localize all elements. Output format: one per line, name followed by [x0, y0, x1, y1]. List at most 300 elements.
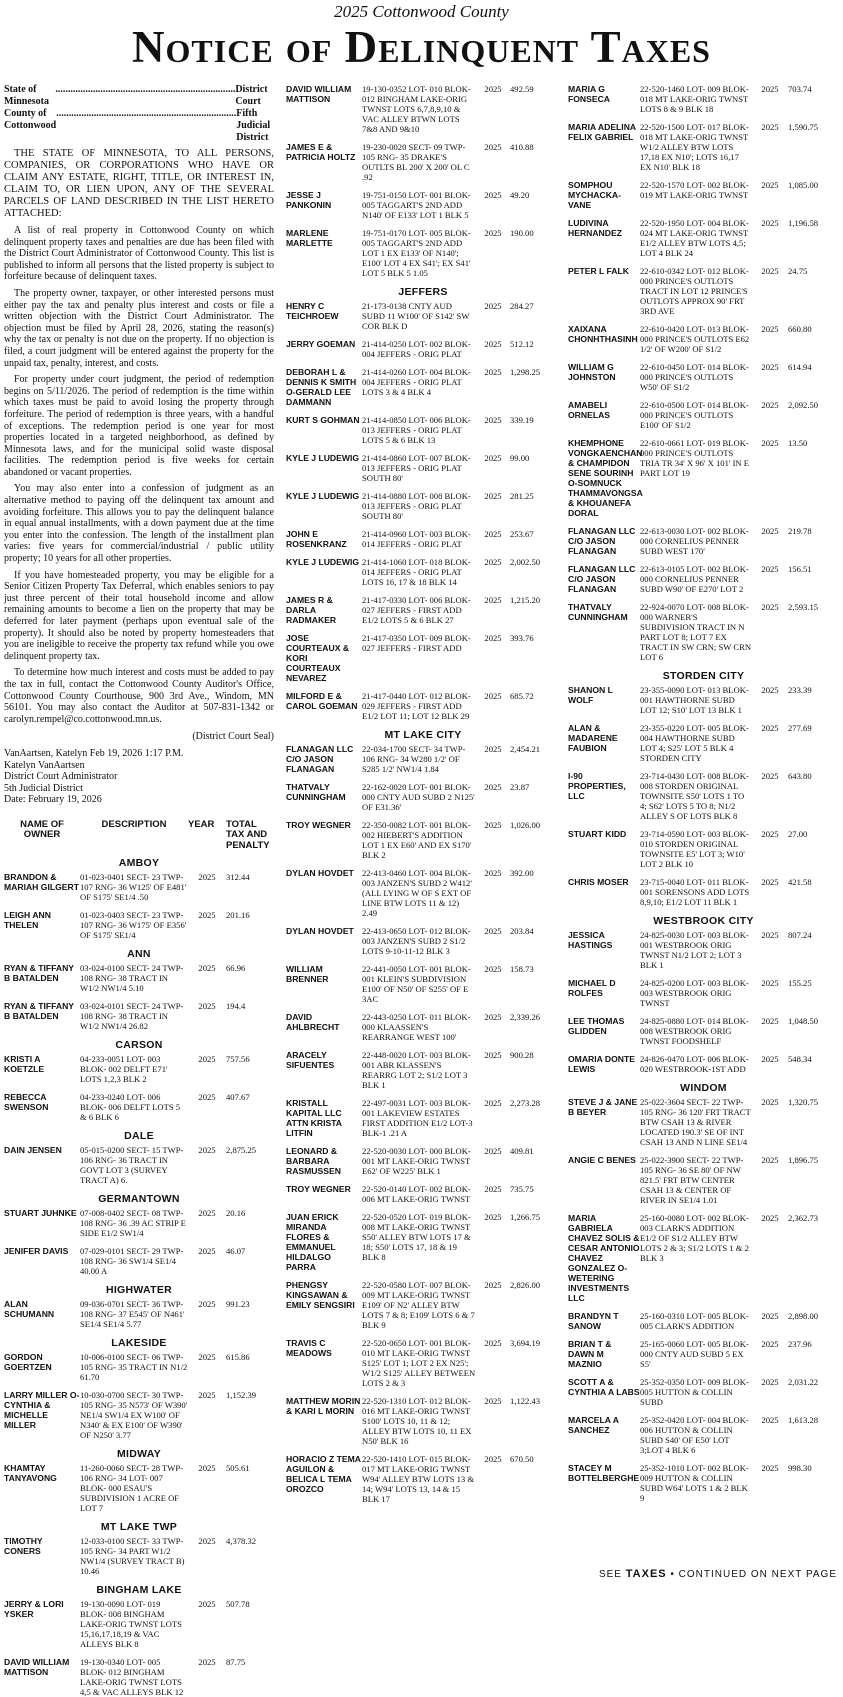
- column-2: [286, 84, 560, 1562]
- tax-year: 2025: [484, 84, 502, 94]
- owner-name: STUART JUHNKE: [4, 1208, 77, 1219]
- parcel-row: [286, 1050, 560, 1090]
- owner-name: KHAMTAY TANYAVONG: [4, 1463, 57, 1484]
- tax-year: 2025: [761, 771, 779, 781]
- parcel-row: [568, 526, 839, 556]
- parcel-row: [4, 1352, 274, 1382]
- tax-year: 2025: [761, 218, 779, 228]
- tax-year: 2025: [484, 301, 502, 311]
- tax-year: 2025: [198, 1352, 216, 1363]
- town-heading: ANN: [127, 948, 151, 961]
- tax-year: 2025: [761, 84, 779, 94]
- parcel-description: 22-610-0450 LOT- 014 BLOK- 000 PRINCE'S OUTLOTS W50' OF S1/2: [640, 362, 749, 392]
- parcel-row: [568, 84, 839, 114]
- total-amount: 421.58: [788, 877, 812, 887]
- parcel-row: [4, 1463, 274, 1513]
- intro-paragraph: To determine how much interest and costs must be added to pay the tax in full, contact the Cottonwood County Auditor's Office, Cottonwood County Courthouse, 900 3rd Ave., Windom, MN 56101. You may also contact the Auditor at 507-831-1342 or carolyn.rempel@co.cottonwood.mn.us.: [4, 667, 274, 725]
- parcel-description: 10-030-0700 SECT- 30 TWP- 105 RNG- 35 N573' OF W390' NE1/4 SW1/4 EX W100' OF N340' & EX E100' OF W390' OF N250' 3.77: [80, 1390, 188, 1441]
- parcel-description: 10-006-0100 SECT- 06 TWP- 105 RNG- 35 TRACT IN N1/2 61.70: [80, 1352, 188, 1383]
- tax-year: 2025: [484, 1454, 502, 1464]
- total-amount: 615.86: [226, 1352, 250, 1363]
- total-amount: 4,378.32: [226, 1536, 257, 1547]
- notice-title: Notice of Delinquent Taxes: [132, 22, 711, 72]
- tax-year: 2025: [761, 1016, 779, 1026]
- parcel-row: [568, 1415, 839, 1455]
- column-1: [4, 84, 274, 1697]
- parcel-row: [286, 557, 560, 587]
- tax-year: 2025: [484, 926, 502, 936]
- parcel-row: [286, 782, 560, 812]
- total-amount: 1,048.50: [788, 1016, 819, 1026]
- parcel-description: 19-130-0090 LOT- 019 BLOK- 008 BINGHAM LAKE-ORIG TWNST LOTS 15,16,17,18,19 & VAC ALLEYS BLK 8: [80, 1599, 182, 1650]
- parcel-row: [568, 723, 839, 763]
- parcel-description: 22-413-0460 LOT- 004 BLOK- 003 JANZEN'S SUBD 2 W412' (ALL LYING W OF S EXT OF LINE BTW LOTS 11 & 12) 2.49: [362, 868, 472, 918]
- parcel-row: [568, 1463, 839, 1503]
- parcel-description: 22-413-0650 LOT- 012 BLOK- 003 JANZEN'S SUBD 2 S1/2 LOTS 9-10-11-12 BLK 3: [362, 926, 471, 956]
- total-amount: 87.75: [226, 1657, 246, 1668]
- total-amount: 99.00: [510, 453, 530, 463]
- parcel-list: [4, 857, 274, 1697]
- parcel-row: [286, 1280, 560, 1330]
- parcel-row: [286, 595, 560, 625]
- total-amount: 219.78: [788, 526, 812, 536]
- town-heading: AMBOY: [118, 857, 160, 870]
- owner-name: KYLE J LUDEWIG: [286, 453, 360, 463]
- parcel-row: [286, 339, 560, 359]
- parcel-row: [286, 1454, 560, 1504]
- total-amount: 2,826.00: [510, 1280, 541, 1290]
- town-heading: BINGHAM LAKE: [96, 1584, 182, 1597]
- parcel-row: [286, 1012, 560, 1042]
- total-amount: 194.4: [226, 1001, 246, 1012]
- total-amount: 1,590.75: [788, 122, 819, 132]
- parcel-row: [4, 1001, 274, 1031]
- total-amount: 2,273.28: [510, 1098, 541, 1108]
- owner-name: DAIN JENSEN: [4, 1145, 62, 1156]
- parcel-description: 24-826-0470 LOT- 006 BLOK- 020 WESTBROOK-1ST ADD: [640, 1054, 749, 1074]
- owner-name: LEIGH ANN THELEN: [4, 910, 51, 931]
- parcel-description: 22-497-0031 LOT- 003 BLOK- 001 LAKEVIEW ESTATES FIRST ADDITION E1/2 LOT-3 BLK-1 .21 A: [362, 1098, 473, 1138]
- parcel-description: 22-520-1460 LOT- 009 BLOK- 018 MT LAKE-ORIG TWNST LOTS 8 & 9 BLK 18: [640, 84, 749, 114]
- owner-name: SHANON L WOLF: [568, 685, 613, 705]
- tax-year: 2025: [761, 266, 779, 276]
- owner-name: JESSE J PANKONIN: [286, 190, 332, 210]
- parcel-description: 23-714-0430 LOT- 008 BLOK- 008 STORDEN ORIGINAL TOWNSITE S50' LOTS 1 TO 4; S62' LOTS 5 TO 8; N1/2 ALLEY S OF LOTS BLK 8: [640, 771, 749, 821]
- parcel-description: 22-520-0520 LOT- 019 BLOK- 008 MT LAKE-ORIG TWNST S50' ALLEY BTW LOTS 17 & 18; S50' LOTS 17, 18 & 19 BLK 8: [362, 1212, 471, 1262]
- town-heading: WINDOM: [680, 1082, 727, 1094]
- total-amount: 392.00: [510, 868, 534, 878]
- tax-year: 2025: [484, 529, 502, 539]
- owner-name: ANGIE C BENES: [568, 1155, 636, 1165]
- tax-year: 2025: [484, 1396, 502, 1406]
- tax-year: 2025: [761, 1311, 779, 1321]
- parcel-description: 21-414-0850 LOT- 006 BLOK- 013 JEFFERS - ORIG PLAT LOTS 5 & 6 BLK 13: [362, 415, 471, 445]
- total-amount: 20.16: [226, 1208, 246, 1219]
- parcel-description: 07-008-0402 SECT- 08 TWP- 108 RNG- 36 .39 AC STRIP E SIDE E1/2 SW1/4: [80, 1208, 186, 1239]
- total-amount: 2,362.73: [788, 1213, 819, 1223]
- signature-line: VanAartsen, Katelyn Feb 19, 2026 1:17 P.M.: [4, 748, 184, 760]
- total-amount: 2,092.50: [788, 400, 819, 410]
- total-amount: 281.25: [510, 491, 534, 501]
- parcel-row: [4, 910, 274, 940]
- county-right: Fifth Judicial District: [236, 108, 271, 143]
- owner-name: LEONARD & BARBARA RASMUSSEN: [286, 1146, 341, 1176]
- tax-year: 2025: [761, 723, 779, 733]
- parcel-row: [4, 1208, 274, 1238]
- owner-name: DYLAN HOVDET: [286, 868, 354, 878]
- parcel-description: 22-520-1570 LOT- 002 BLOK- 019 MT LAKE-ORIG TWNST: [640, 180, 749, 200]
- parcel-row: [286, 142, 560, 182]
- owner-name: CHRIS MOSER: [568, 877, 629, 887]
- tax-year: 2025: [484, 820, 502, 830]
- tax-year: 2025: [484, 1146, 502, 1156]
- owner-name: JERRY GOEMAN: [286, 339, 356, 349]
- tax-year: 2025: [484, 1184, 502, 1194]
- tax-year: 2025: [198, 872, 216, 883]
- total-amount: 548.34: [788, 1054, 812, 1064]
- parcel-description: 22-610-0661 LOT- 019 BLOK- 000 PRINCE'S OUTLOTS TRIA TR 34' X 96' X 101' IN E PART LOT 19: [640, 438, 750, 478]
- tax-year: 2025: [761, 829, 779, 839]
- parcel-row: [568, 180, 839, 210]
- parcel-description: 24-825-0030 LOT- 003 BLOK- 001 WESTBROOK ORIG TWNST N1/2 LOT 2; LOT 3 BLK 1: [640, 930, 749, 970]
- parcel-description: 23-714-0590 LOT- 003 BLOK- 010 STORDEN ORIGINAL TOWNSITE E5' LOT 3; W10' LOT 2 BLK 10: [640, 829, 749, 869]
- total-amount: 998.30: [788, 1463, 812, 1473]
- total-amount: 253.67: [510, 529, 534, 539]
- owner-name: TRAVIS C MEADOWS: [286, 1338, 332, 1358]
- owner-name: WILLIAM G JOHNSTON: [568, 362, 616, 382]
- parcel-row: [568, 1311, 839, 1331]
- parcel-description: 22-520-0030 LOT- 000 BLOK- 001 MT LAKE-ORIG TWNST E62' OF W225' BLK 1: [362, 1146, 471, 1176]
- total-amount: 1,896.75: [788, 1155, 819, 1165]
- owner-name: FLANAGAN LLC C/O JASON FLANAGAN: [286, 744, 354, 774]
- tax-year: 2025: [761, 1155, 779, 1165]
- total-amount: 2,875.25: [226, 1145, 257, 1156]
- intro-paragraph: For property under court judgment, the period of redemption begins on 5/11/2026. The period of redemption is the time within which taxes must be paid to avoid losing the property through forfeiture. The period of redemption is three years, with a handful of exceptions. The redemption period is one year for most properties located in a targeted neighborhood, as defined by Minnesota laws, and for the municipal solid waste disposal facilities. The redemption period is five weeks for certain abandoned or vacant properties.: [4, 374, 274, 478]
- town-heading: STORDEN CITY: [662, 670, 745, 682]
- total-amount: 703.74: [788, 84, 812, 94]
- owner-name: THATVALY CUNNINGHAM: [568, 602, 628, 622]
- owner-name: MARIA ADELINA FELIX GABRIEL: [568, 122, 636, 142]
- header-description: DESCRIPTION: [101, 818, 167, 830]
- total-amount: 643.80: [788, 771, 812, 781]
- owner-name: REBECCA SWENSON: [4, 1092, 49, 1113]
- tax-year: 2025: [761, 400, 779, 410]
- parcel-row: [286, 529, 560, 549]
- intro-paragraph: You may also enter into a confession of judgment as an alternative method to paying off the delinquent tax amount and avoiding forfeiture. This allows you to pay the delinquent balance in equal annual installments, with a down payment due at the time you enter into the confession. The length of the installment plan varies: five years for commercial/industrial / public utility property; 10 years for all other properties.: [4, 483, 274, 565]
- total-amount: 1,026.00: [510, 820, 541, 830]
- tax-year: 2025: [761, 685, 779, 695]
- total-amount: 339.19: [510, 415, 534, 425]
- parcel-row: [568, 438, 839, 518]
- tax-year: 2025: [484, 691, 502, 701]
- town-heading: JEFFERS: [398, 286, 448, 298]
- owner-name: GORDON GOERTZEN: [4, 1352, 52, 1373]
- owner-name: TIMOTHY CONERS: [4, 1536, 43, 1557]
- total-amount: 2,454.21: [510, 744, 541, 754]
- tax-year: 2025: [198, 1463, 216, 1474]
- parcel-row: [286, 1212, 560, 1272]
- parcel-description: 21-414-0250 LOT- 002 BLOK- 004 JEFFERS - ORIG PLAT: [362, 339, 471, 359]
- tax-year: 2025: [484, 228, 502, 238]
- total-amount: 505.61: [226, 1463, 250, 1474]
- owner-name: JAMES E & PATRICIA HOLTZ: [286, 142, 356, 162]
- signature-line: Katelyn VanAartsen: [4, 759, 85, 771]
- parcel-row: [568, 685, 839, 715]
- total-amount: 13.50: [788, 438, 808, 448]
- town-heading: GERMANTOWN: [98, 1193, 180, 1206]
- parcel-description: 04-233-0051 LOT- 003 BLOK- 002 DELFT E71' LOTS 1,2,3 BLK 2: [80, 1054, 168, 1085]
- intro-paragraph: If you have homesteaded property, you may be eligible for a Senior Citizen Property Tax Deferral, which enables seniors to pay just three percent of their total household income and allow remaining amounts to become a lien on the property that may be deferred for later payment (perhaps upon eventual sale of the property). It should also be noted by property homesteaders that you are ineligible to receive the property tax refund while you owe delinquent property tax.: [4, 569, 274, 662]
- parcel-description: 09-036-0701 SECT- 36 TWP- 108 RNG- 37 E545' OF N461' SE1/4 SE1/4 5.77: [80, 1299, 185, 1330]
- owner-name: LEE THOMAS GLIDDEN: [568, 1016, 625, 1036]
- parcel-row: [286, 744, 560, 774]
- parcel-description: 12-033-0100 SECT- 33 TWP- 105 RNG- 34 PART W1/2 NW1/4 (SURVEY TRACT B) 10.46: [80, 1536, 185, 1577]
- parcel-row: [568, 1213, 839, 1303]
- total-amount: 410.88: [510, 142, 534, 152]
- parcel-description: 19-230-0020 SECT- 09 TWP- 105 RNG- 35 DRAKE'S OUTLTS BL 200' X 200' OL C .92: [362, 142, 470, 182]
- parcel-description: 19-130-0352 LOT- 010 BLOK- 012 BINGHAM LAKE-ORIG TWNST LOTS 6,7,8,9,10 & VAC ALLEY BTWN LOTS 7&8 AND 9&10: [362, 84, 471, 134]
- town-heading: MIDWAY: [117, 1448, 161, 1461]
- parcel-description: 19-751-0150 LOT- 001 BLOK- 005 TAGGART'S 2ND ADD N140' OF E133' LOT 1 BLK 5: [362, 190, 471, 220]
- tax-year: 2025: [198, 1536, 216, 1547]
- state-label: State of Minnesota: [4, 84, 49, 107]
- parcel-row: [286, 1098, 560, 1138]
- total-amount: 685.72: [510, 691, 534, 701]
- parcel-description: 22-441-0050 LOT- 001 BLOK- 001 KLEIN'S SUBDIVISION E100' OF N50' OF S255' OF E 3AC: [362, 964, 471, 1004]
- owner-name: I-90 PROPERTIES, LLC: [568, 771, 626, 801]
- total-amount: 409.81: [510, 1146, 534, 1156]
- total-amount: 393.76: [510, 633, 534, 643]
- owner-name: BRANDON & MARIAH GILGERT: [4, 872, 79, 893]
- total-amount: 49.20: [510, 190, 530, 200]
- tax-year: 2025: [198, 1657, 216, 1668]
- total-amount: 24.75: [788, 266, 808, 276]
- tax-year: 2025: [761, 1213, 779, 1223]
- total-amount: 203.84: [510, 926, 534, 936]
- tax-year: 2025: [484, 142, 502, 152]
- parcel-row: [568, 829, 839, 869]
- tax-year: 2025: [484, 633, 502, 643]
- masthead: [0, 0, 843, 72]
- parcel-row: [286, 1146, 560, 1176]
- total-amount: 312.44: [226, 872, 250, 883]
- header-owner: NAME OF OWNER: [20, 818, 64, 841]
- parcel-description: 21-414-1060 LOT- 018 BLOK- 014 JEFFERS - ORIG PLAT LOTS 16, 17 & 18 BLK 14: [362, 557, 471, 587]
- total-amount: 46.07: [226, 1246, 246, 1257]
- tax-year: 2025: [198, 1299, 216, 1310]
- parcel-row: [568, 1016, 839, 1046]
- owner-name: KRISTALL KAPITAL LLC ATTN KRISTA LITFIN: [286, 1098, 342, 1138]
- tax-year: 2025: [761, 1463, 779, 1473]
- parcel-row: [568, 218, 839, 258]
- tax-year: 2025: [761, 362, 779, 372]
- parcel-description: 19-130-0340 LOT- 005 BLOK- 012 BINGHAM LAKE-ORIG TWNST LOTS 4,5 & VAC ALLEYS BLK 12: [80, 1657, 184, 1697]
- tax-year: 2025: [484, 868, 502, 878]
- owner-name: PETER L FALK: [568, 266, 629, 276]
- town-heading: MT LAKE TWP: [100, 1521, 178, 1534]
- parcel-description: 22-613-0105 LOT- 002 BLOK- 000 CORNELIUS PENNER SUBD W90' OF E270' LOT 2: [640, 564, 749, 594]
- town-heading: DALE: [124, 1130, 154, 1143]
- total-amount: 158.73: [510, 964, 534, 974]
- total-amount: 2,031.22: [788, 1377, 819, 1387]
- total-amount: 670.50: [510, 1454, 534, 1464]
- owner-name: BRIAN T & DAWN M MAZNIO: [568, 1339, 612, 1369]
- owner-name: OMARIA DONTE LEWIS: [568, 1054, 635, 1074]
- parcel-description: 07-029-0101 SECT- 29 TWP- 108 RNG- 36 SW1/4 SE1/4 40.00 A: [80, 1246, 184, 1277]
- tax-year: 2025: [484, 339, 502, 349]
- owner-name: DEBORAH L & DENNIS K SMITH O-GERALD LEE DAMMANN: [286, 367, 357, 407]
- total-amount: 735.75: [510, 1184, 534, 1194]
- total-amount: 237.96: [788, 1339, 812, 1349]
- owner-name: JAMES R & DARLA RADMAKER: [286, 595, 337, 625]
- total-amount: 1,152.39: [226, 1390, 257, 1401]
- tax-year: 2025: [198, 1390, 216, 1401]
- owner-name: AMABELI ORNELAS: [568, 400, 611, 420]
- state-line: [4, 84, 274, 108]
- parcel-description: 11-260-0060 SECT- 28 TWP- 106 RNG- 34 LOT- 007 BLOK- 000 ESAU'S SUBDIVISION 1 ACRE OF LOT 7: [80, 1463, 184, 1514]
- owner-name: THATVALY CUNNINGHAM: [286, 782, 346, 802]
- owner-name: DAVID WILLIAM MATTISON: [4, 1657, 70, 1678]
- intro-paragraph: THE STATE OF MINNESOTA, TO ALL PERSONS, COMPANIES, OR CORPORATIONS WHO HAVE OR CLAIM ANY ESTATE, RIGHT, TITLE, OR INTEREST IN, CLAIM TO, OR LIEN UPON, ANY OF THE SEVERAL PARCELS OF LAND DESCRIBED IN THE LIST HERETO ATTACHED:: [4, 148, 274, 219]
- parcel-row: [4, 1299, 274, 1329]
- owner-name: KRISTI A KOETZLE: [4, 1054, 45, 1075]
- parcel-description: 25-022-3604 SECT- 22 TWP- 105 RNG- 36 120' FRT TRACT BTW CSAH 13 & RIVER LOCATED 190.3' SE OF INT CSAH 13 AND N LINE SE1/4: [640, 1097, 751, 1147]
- tax-year: 2025: [198, 1246, 216, 1257]
- parcel-row: [4, 1145, 274, 1185]
- total-amount: 190.00: [510, 228, 534, 238]
- owner-name: TROY WEGNER: [286, 820, 351, 830]
- owner-name: KYLE J LUDEWIG: [286, 557, 360, 567]
- owner-name: STEVE J & JANE B BEYER: [568, 1097, 638, 1117]
- total-amount: 277.69: [788, 723, 812, 733]
- total-amount: 991.23: [226, 1299, 250, 1310]
- total-amount: 23.87: [510, 782, 530, 792]
- parcel-row: [4, 1092, 274, 1122]
- tax-year: 2025: [484, 1212, 502, 1222]
- parcel-row: [286, 367, 560, 407]
- parcel-row: [568, 324, 839, 354]
- parcel-row: [4, 963, 274, 993]
- total-amount: 155.25: [788, 978, 812, 988]
- intro-paragraph: A list of real property in Cottonwood County on which delinquent property taxes and penalties are due has been filed with the District Court Administrator of Cottonwood County. This list is published to inform all persons that the listed property is subject to forfeiture because of delinquent taxes.: [4, 225, 274, 283]
- tax-year: 2025: [761, 1377, 779, 1387]
- parcel-description: 25-160-0080 LOT- 002 BLOK- 003 CLARK'S ADDITION E1/2 OF S1/2 ALLEY BTW LOTS 2 & 3; S1/2 LOTS 1 & 2 BLK 3: [640, 1213, 749, 1263]
- parcel-description: 21-414-0880 LOT- 008 BLOK- 013 JEFFERS - ORIG PLAT SOUTH 80': [362, 491, 471, 521]
- owner-name: FLANAGAN LLC C/O JASON FLANAGAN: [568, 564, 636, 594]
- parcel-row: [568, 266, 839, 316]
- tax-year: 2025: [484, 1338, 502, 1348]
- parcel-row: [286, 868, 560, 918]
- county-line: [4, 108, 274, 144]
- header-year: YEAR: [188, 818, 215, 830]
- county-label: County of Cottonwood: [4, 108, 57, 131]
- leader-dots: ........................................................................: [55, 84, 236, 95]
- parcel-list: [286, 84, 560, 1504]
- owner-name: DAVID AHLBRECHT: [286, 1012, 340, 1032]
- parcel-row: [568, 1054, 839, 1074]
- parcel-description: 01-023-0401 SECT- 23 TWP- 107 RNG- 36 W125' OF E481' OF S175' SE1/4 .50: [80, 872, 187, 903]
- owner-name: MICHAEL D ROLFES: [568, 978, 616, 998]
- total-amount: 201.16: [226, 910, 250, 921]
- tax-year: 2025: [761, 122, 779, 132]
- owner-name: MILFORD E & CAROL GOEMAN: [286, 691, 358, 711]
- parcel-row: [4, 872, 274, 902]
- parcel-description: 25-352-1010 LOT- 002 BLOK- 009 HUTTON & COLLIN SUBD W64' LOTS 1 & 2 BLK 9: [640, 1463, 749, 1503]
- total-amount: 1,320.75: [788, 1097, 819, 1107]
- tax-year: 2025: [484, 782, 502, 792]
- total-amount: 614.94: [788, 362, 812, 372]
- tax-year: 2025: [198, 963, 216, 974]
- parcel-row: [568, 1377, 839, 1407]
- total-amount: 2,898.00: [788, 1311, 819, 1321]
- parcel-row: [4, 1657, 274, 1697]
- parcel-description: 21-414-0860 LOT- 007 BLOK- 013 JEFFERS - ORIG PLAT SOUTH 80': [362, 453, 471, 483]
- tax-year: 2025: [198, 1092, 216, 1103]
- parcel-row: [286, 415, 560, 445]
- total-amount: 492.59: [510, 84, 534, 94]
- footer-see: SEE: [598, 1569, 622, 1580]
- leader-dots: ........................................................................: [56, 108, 237, 119]
- header-total: TOTAL TAX AND PENALTY: [226, 818, 270, 851]
- owner-name: WILLIAM BRENNER: [286, 964, 329, 984]
- owner-name: MARIA G FONSECA: [568, 84, 611, 104]
- parcel-row: [568, 771, 839, 821]
- tax-year: 2025: [761, 438, 779, 448]
- parcel-description: 21-414-0960 LOT- 003 BLOK- 014 JEFFERS - ORIG PLAT: [362, 529, 471, 549]
- parcel-description: 22-443-0250 LOT- 011 BLOK- 000 KLAASSEN'S REARRANGE WEST 100': [362, 1012, 471, 1042]
- parcel-description: 22-610-0500 LOT- 014 BLOK- 000 PRINCE'S OUTLOTS E100' OF S1/2: [640, 400, 749, 430]
- notice-subtitle: 2025 Cottonwood County: [334, 2, 509, 21]
- parcel-description: 22-520-0140 LOT- 002 BLOK- 006 MT LAKE-ORIG TWNST: [362, 1184, 471, 1204]
- tax-year: 2025: [198, 1145, 216, 1156]
- tax-year: 2025: [484, 491, 502, 501]
- tax-year: 2025: [484, 190, 502, 200]
- total-amount: 1,085.00: [788, 180, 819, 190]
- owner-name: STUART KIDD: [568, 829, 627, 839]
- parcel-description: 04-233-0240 LOT- 006 BLOK- 006 DELFT LOTS 5 & 6 BLK 6: [80, 1092, 181, 1123]
- total-amount: 1,215.20: [510, 595, 541, 605]
- owner-name: SCOTT A & CYNTHIA A LABS: [568, 1377, 640, 1397]
- parcel-description: 22-610-0420 LOT- 013 BLOK- 000 PRINCE'S OUTLOTS E62 1/2' OF W200' OF S1/2: [640, 324, 750, 354]
- parcel-row: [568, 1097, 839, 1147]
- parcel-row: [568, 400, 839, 430]
- owner-name: DYLAN HOVDET: [286, 926, 354, 936]
- parcel-row: [286, 190, 560, 220]
- parcel-description: 22-034-1700 SECT- 34 TWP- 106 RNG- 34 W280 1/2' OF S285 1/2' NW1/4 1.84: [362, 744, 466, 774]
- parcel-row: [286, 84, 560, 134]
- owner-name: MARIA GABRIELA CHAVEZ SOLIS & CESAR ANTONIO CHAVEZ GONZALEZ O-WETERING INVESTMENTS LLC: [568, 1213, 640, 1303]
- parcel-description: 21-417-0440 LOT- 012 BLOK- 029 JEFFERS - FIRST ADD E1/2 LOT 11; LOT 12 BLK 29: [362, 691, 471, 721]
- total-amount: 1,613.28: [788, 1415, 819, 1425]
- parcel-row: [4, 1054, 274, 1084]
- signature-line: District Court Administrator: [4, 771, 118, 783]
- parcel-description: 01-023-0403 SECT- 23 TWP- 107 RNG- 36 W175' OF E356' OF S175' SE1/4: [80, 910, 187, 941]
- tax-year: 2025: [484, 1098, 502, 1108]
- tax-year: 2025: [484, 1280, 502, 1290]
- parcel-description: 21-414-0260 LOT- 004 BLOK- 004 JEFFERS - ORIG PLAT LOTS 3 & 4 BLK 4: [362, 367, 471, 397]
- parcel-row: [568, 978, 839, 1008]
- parcel-row: [568, 122, 839, 172]
- parcel-row: [286, 1396, 560, 1446]
- total-amount: 284.27: [510, 301, 534, 311]
- total-amount: 2,339.26: [510, 1012, 541, 1022]
- intro-paragraph: The property owner, taxpayer, or other interested persons must either pay the tax and penalty plus interest and costs or file a written objection with the District Court Administrator. The objection must be filed by April 28, 2026, stating the reason(s) why the tax or penalty is not due on the property. If no objection is filed, a court judgment will be entered against the property for the unpaid tax, penalty, interest, and costs.: [4, 287, 274, 369]
- owner-name: RYAN & TIFFANY B BATALDEN: [4, 963, 74, 984]
- state-right: District Court: [235, 84, 268, 107]
- owner-name: ARACELY SIFUENTES: [286, 1050, 335, 1070]
- owner-name: MARLENE MARLETTE: [286, 228, 333, 248]
- total-amount: 233.39: [788, 685, 812, 695]
